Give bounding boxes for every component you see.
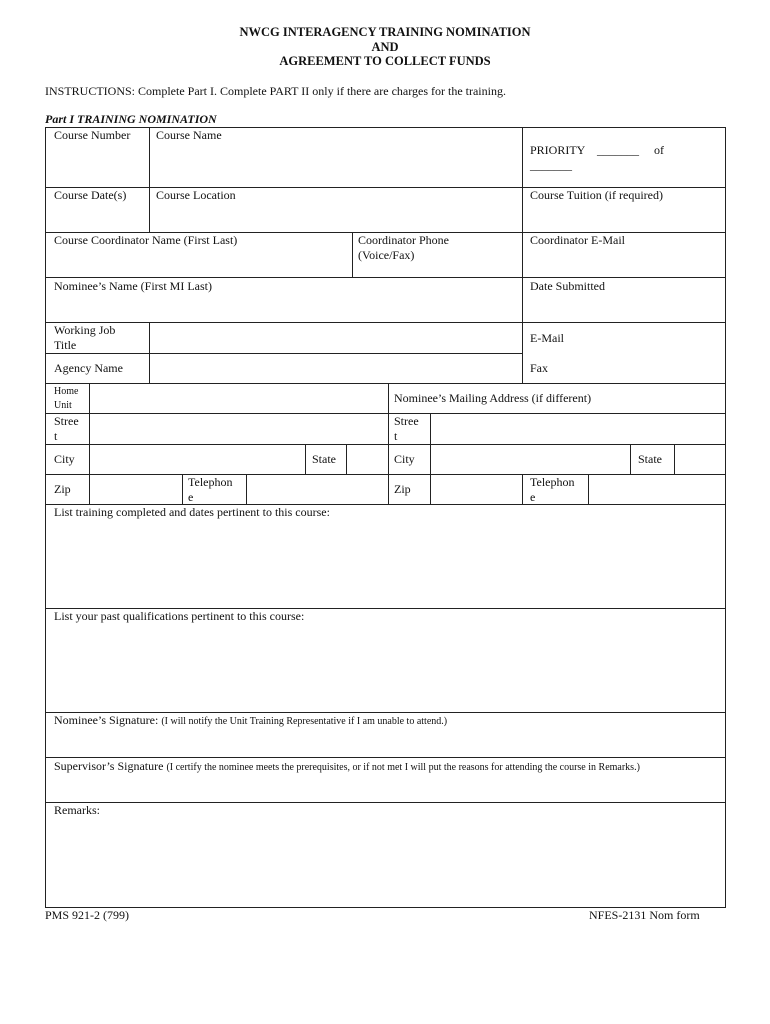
priority-label: PRIORITY <box>530 143 586 157</box>
date-submitted-label: Date Submitted <box>530 279 605 293</box>
training-completed-label: List training completed and dates pertinent to this course: <box>54 505 330 519</box>
home-unit-label-2: Unit <box>54 400 72 411</box>
divider <box>588 474 589 504</box>
nominee-signature-label <box>54 713 447 729</box>
course-location-label: Course Location <box>156 188 236 202</box>
divider <box>430 413 431 504</box>
footer-form-number: PMS 921-2 (799) <box>45 908 130 922</box>
email-label: E-Mail <box>530 331 564 345</box>
supervisor-signature-title: Supervisor’s Signature <box>54 759 164 773</box>
mailing-zip-label: Zip <box>394 482 411 496</box>
mailing-street-label: Stree <box>394 414 419 428</box>
divider <box>45 802 726 803</box>
divider <box>388 383 389 504</box>
divider <box>246 474 247 504</box>
divider <box>45 474 726 475</box>
course-number-label: Course Number <box>54 128 131 142</box>
form-title-line1: NWCG INTERAGENCY TRAINING NOMINATION <box>239 25 531 39</box>
part1-title: Part I TRAINING NOMINATION <box>45 112 217 126</box>
nominee-name-label: Nominee’s Name (First MI Last) <box>54 279 212 293</box>
divider <box>305 444 306 474</box>
mailing-address-label: Nominee’s Mailing Address (if different) <box>394 391 592 405</box>
telephone-label-2: e <box>188 490 194 504</box>
mailing-state-label: State <box>638 452 662 466</box>
coordinator-phone-label: Coordinator Phone <box>358 233 449 247</box>
instructions: INSTRUCTIONS: Complete Part I. Complete PART II only if there are charges for the training. <box>45 84 506 98</box>
working-job-label-2: Title <box>54 338 77 352</box>
divider <box>674 444 675 474</box>
coordinator-phone-sub-label: (Voice/Fax) <box>358 248 415 262</box>
priority-total-blank[interactable]: _______ <box>530 158 572 172</box>
divider <box>45 383 726 384</box>
course-dates-label: Course Date(s) <box>54 188 127 202</box>
mailing-telephone-label: Telephon <box>530 475 575 489</box>
form-title-line2: AND <box>371 40 399 54</box>
divider <box>182 474 183 504</box>
divider <box>149 127 150 232</box>
divider <box>522 127 523 383</box>
priority-blank[interactable]: _______ <box>597 143 639 157</box>
divider <box>45 277 726 278</box>
coordinator-name-label: Course Coordinator Name (First Last) <box>54 233 238 247</box>
form-title-line3: AGREEMENT TO COLLECT FUNDS <box>279 54 491 68</box>
course-tuition-label: Course Tuition (if required) <box>530 188 663 202</box>
street-label: Stree <box>54 414 79 428</box>
divider <box>522 474 523 504</box>
working-job-label: Working Job <box>54 323 116 337</box>
divider <box>45 413 726 414</box>
home-unit-label: Home <box>54 386 79 397</box>
divider <box>149 322 150 383</box>
supervisor-signature-note: (I certify the nominee meets the prerequisites, or if not met I will put the reasons for attending the course in Remarks.) <box>166 762 640 773</box>
mailing-street-label-2: t <box>394 429 398 443</box>
remarks-label: Remarks: <box>54 803 100 817</box>
divider <box>45 322 726 323</box>
state-label: State <box>312 452 336 466</box>
coordinator-email-label: Coordinator E-Mail <box>530 233 625 247</box>
street-label-2: t <box>54 429 58 443</box>
mailing-telephone-label-2: e <box>530 490 536 504</box>
supervisor-signature-label <box>54 759 640 775</box>
divider <box>352 232 353 277</box>
past-qualifications-label: List your past qualifications pertinent to this course: <box>54 609 305 623</box>
footer-nfes-number: NFES-2131 Nom form <box>589 908 700 922</box>
mailing-city-label: City <box>394 452 415 466</box>
divider <box>45 757 726 758</box>
divider <box>45 353 522 354</box>
city-label: City <box>54 452 75 466</box>
nominee-signature-title: Nominee’s Signature: <box>54 713 159 727</box>
fax-label: Fax <box>530 361 548 375</box>
divider <box>45 444 726 445</box>
divider <box>89 383 90 504</box>
priority-of-label: of <box>654 143 664 157</box>
zip-label: Zip <box>54 482 71 496</box>
agency-name-label: Agency Name <box>54 361 123 375</box>
telephone-label: Telephon <box>188 475 233 489</box>
course-name-label: Course Name <box>156 128 222 142</box>
divider <box>346 444 347 474</box>
nominee-signature-note: (I will notify the Unit Training Representative if I am unable to attend.) <box>161 716 448 727</box>
divider <box>630 444 631 474</box>
